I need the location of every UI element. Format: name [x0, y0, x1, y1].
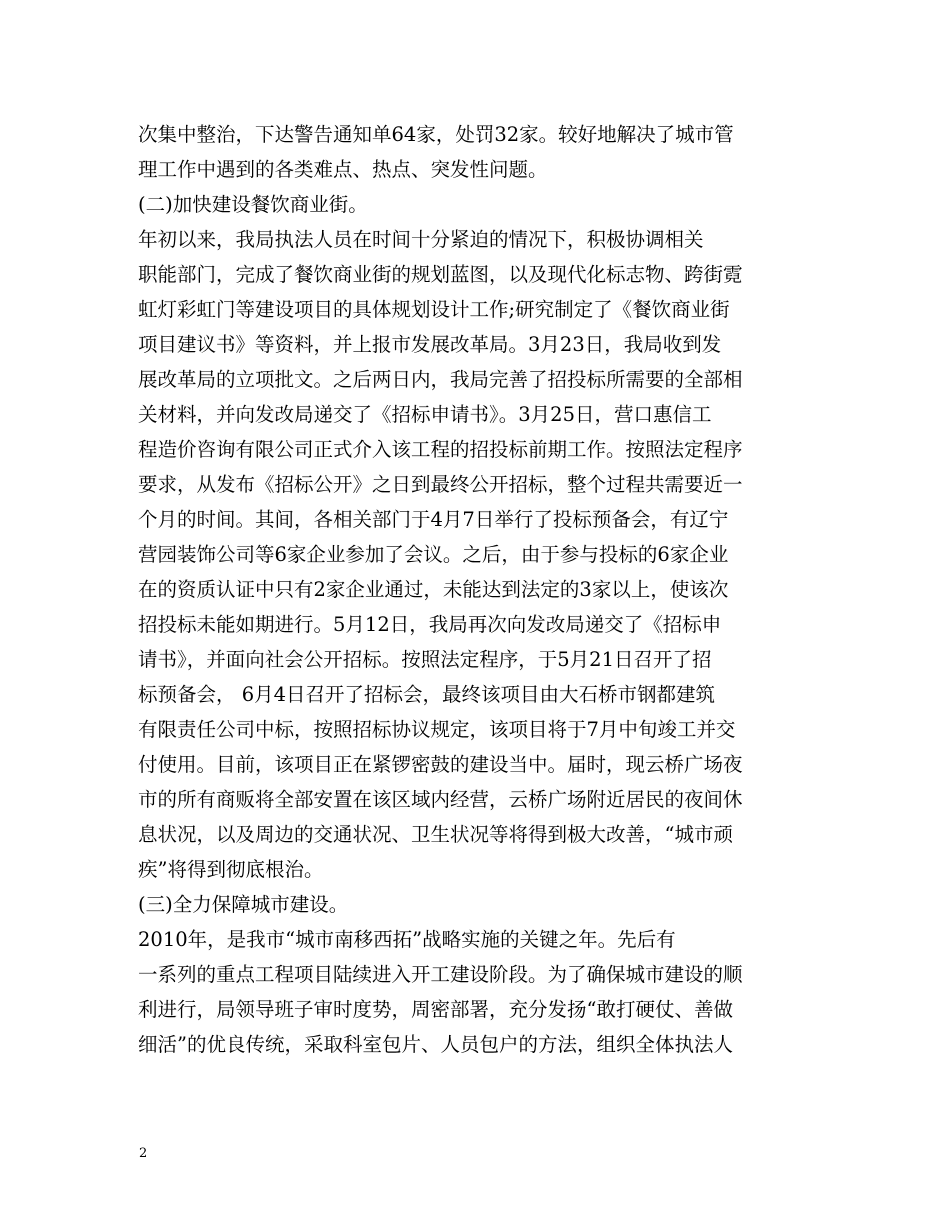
text-line: 项目建议书》等资料，并上报市发展改革局。3月23日，我局收到发 [138, 333, 722, 356]
body-text [138, 117, 818, 1062]
text-line: 程造价咨询有限公司正式介入该工程的招投标前期工作。按照法定程序 [138, 438, 743, 461]
text-line: 有限责任公司中标，按照招标协议规定，该项目将于7月中旬竣工并交 [138, 718, 736, 741]
text-line: 要求，从发布《招标公开》之日到最终公开招标，整个过程共需要近一 [138, 473, 743, 496]
text-line: 招投标未能如期进行。5月12日，我局再次向发改局递交了《招标申 [138, 613, 722, 636]
page-number: 2 [139, 1146, 148, 1161]
text-line: 利进行，局领导班子审时度势，周密部署，充分发扬“敢打硬仗、善做 [138, 998, 733, 1021]
text-line: 营园装饰公司等6家企业参加了会议。之后，由于参与投标的6家企业 [138, 543, 729, 566]
text-line: 标预备会， 6月4日召开了招标会，最终该项目由大石桥市钢都建筑 [138, 683, 716, 706]
text-line: 个月的时间。其间，各相关部门于4月7日举行了投标预备会，有辽宁 [138, 508, 729, 531]
text-line: 市的所有商贩将全部安置在该区域内经营，云桥广场附近居民的夜间休 [138, 788, 743, 811]
text-line: 关材料，并向发改局递交了《招标申请书》。3月25日，营口惠信工 [138, 403, 712, 426]
text-line: 一系列的重点工程项目陆续进入开工建设阶段。为了确保城市建设的顺 [138, 963, 743, 986]
text-line: 请书》，并面向社会公开招标。按照法定程序，于5月21日召开了招 [138, 648, 712, 671]
text-line: 付使用。目前，该项目正在紧锣密鼓的建设当中。届时，现云桥广场夜 [138, 753, 743, 776]
section-heading: (二)加快建设餐饮商业街。 [138, 193, 368, 216]
text-line: 虹灯彩虹门等建设项目的具体规划设计工作;研究制定了《餐饮商业街 [138, 298, 730, 321]
text-line: 职能部门，完成了餐饮商业街的规划蓝图，以及现代化标志物、跨街霓 [138, 263, 743, 286]
text-line: 年初以来，我局执法人员在时间十分紧迫的情况下，积极协调相关 [138, 228, 704, 251]
text-line: 展改革局的立项批文。之后两日内，我局完善了招投标所需要的全部相 [138, 368, 743, 391]
text-line: 息状况，以及周边的交通状况、卫生状况等将得到极大改善，“城市顽 [138, 823, 733, 846]
section-heading: (三)全力保障城市建设。 [138, 893, 349, 916]
text-line: 在的资质认证中只有2家企业通过，未能达到法定的3家以上，使该次 [138, 578, 729, 601]
text-line: 疾”将得到彻底根治。 [138, 858, 324, 881]
text-line: 理工作中遇到的各类难点、热点、突发性问题。 [138, 158, 548, 181]
text-line: 次集中整治，下达警告通知单64家，处罚32家。较好地解决了城市管 [138, 123, 734, 146]
text-line: 细活”的优良传统，采取科室包片、人员包户的方法，组织全体执法人 [138, 1033, 733, 1056]
text-line: 2010年，是我市“城市南移西拓”战略实施的关键之年。先后有 [138, 928, 676, 951]
